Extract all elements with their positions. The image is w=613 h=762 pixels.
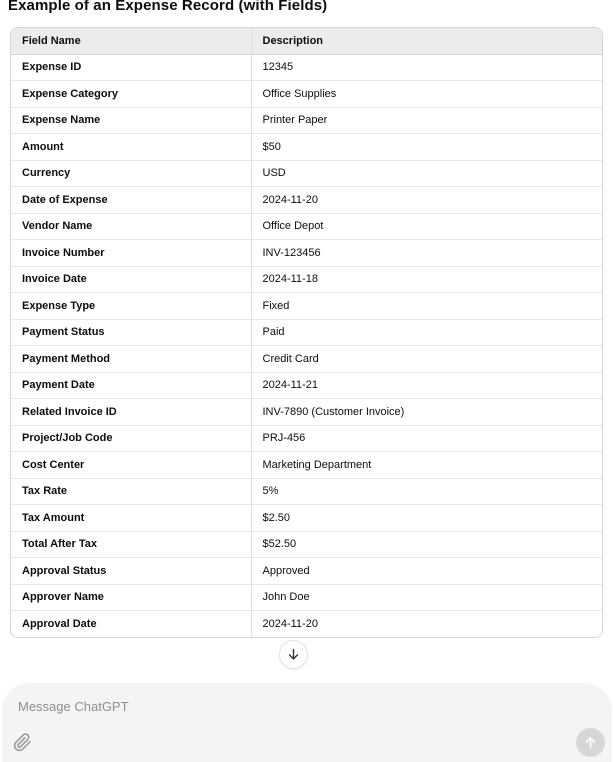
table-row	[11, 213, 602, 240]
field-name-cell: Approver Name	[11, 584, 251, 611]
field-name-cell: Tax Rate	[11, 478, 251, 505]
field-name-cell: Expense Type	[11, 293, 251, 320]
description-cell: Fixed	[251, 293, 602, 320]
field-name-cell: Vendor Name	[11, 213, 251, 240]
field-name-cell: Approval Status	[11, 558, 251, 585]
description-cell: $2.50	[251, 505, 602, 532]
table-row	[11, 293, 602, 320]
send-button[interactable]	[576, 728, 605, 757]
table-row	[11, 372, 602, 399]
table-row	[11, 107, 602, 134]
column-header-field-name: Field Name	[11, 28, 251, 54]
field-name-cell: Total After Tax	[11, 531, 251, 558]
description-cell: USD	[251, 160, 602, 187]
table-row	[11, 584, 602, 611]
description-cell: INV-123456	[251, 240, 602, 267]
scroll-to-bottom-button[interactable]	[279, 640, 308, 669]
table-row	[11, 81, 602, 108]
arrow-up-icon	[583, 735, 598, 750]
table-row	[11, 346, 602, 373]
field-name-cell: Invoice Number	[11, 240, 251, 267]
expense-table-container	[10, 27, 603, 638]
table-row	[11, 611, 602, 638]
expense-table	[11, 28, 602, 637]
attach-button[interactable]	[9, 729, 35, 755]
description-cell: 5%	[251, 478, 602, 505]
field-name-cell: Expense Category	[11, 81, 251, 108]
table-row	[11, 399, 602, 426]
description-cell: 2024-11-21	[251, 372, 602, 399]
table-row	[11, 531, 602, 558]
field-name-cell: Payment Status	[11, 319, 251, 346]
description-cell: PRJ-456	[251, 425, 602, 452]
description-cell: John Doe	[251, 584, 602, 611]
field-name-cell: Payment Method	[11, 346, 251, 373]
expense-table-body	[11, 54, 602, 637]
table-row	[11, 54, 602, 81]
description-cell: INV-7890 (Customer Invoice)	[251, 399, 602, 426]
field-name-cell: Currency	[11, 160, 251, 187]
message-input-placeholder: Message ChatGPT	[18, 699, 129, 714]
field-name-cell: Related Invoice ID	[11, 399, 251, 426]
table-row	[11, 452, 602, 479]
field-name-cell: Payment Date	[11, 372, 251, 399]
description-cell: $50	[251, 134, 602, 161]
description-cell: Office Depot	[251, 213, 602, 240]
table-row	[11, 134, 602, 161]
field-name-cell: Tax Amount	[11, 505, 251, 532]
description-cell: 2024-11-20	[251, 187, 602, 214]
description-cell: Office Supplies	[251, 81, 602, 108]
table-row	[11, 319, 602, 346]
description-cell: 12345	[251, 54, 602, 81]
table-row	[11, 505, 602, 532]
arrow-down-icon	[286, 647, 301, 662]
field-name-cell: Project/Job Code	[11, 425, 251, 452]
table-row	[11, 478, 602, 505]
message-composer[interactable]	[2, 683, 612, 762]
table-row	[11, 160, 602, 187]
field-name-cell: Amount	[11, 134, 251, 161]
description-cell: Printer Paper	[251, 107, 602, 134]
description-cell: $52.50	[251, 531, 602, 558]
table-row	[11, 266, 602, 293]
table-row	[11, 240, 602, 267]
field-name-cell: Invoice Date	[11, 266, 251, 293]
description-cell: 2024-11-20	[251, 611, 602, 638]
description-cell: Credit Card	[251, 346, 602, 373]
table-row	[11, 558, 602, 585]
column-header-description: Description	[251, 28, 602, 54]
description-cell: 2024-11-18	[251, 266, 602, 293]
field-name-cell: Expense ID	[11, 54, 251, 81]
description-cell: Approved	[251, 558, 602, 585]
table-row	[11, 425, 602, 452]
field-name-cell: Cost Center	[11, 452, 251, 479]
paperclip-icon	[13, 733, 32, 752]
description-cell: Marketing Department	[251, 452, 602, 479]
table-row	[11, 187, 602, 214]
field-name-cell: Expense Name	[11, 107, 251, 134]
description-cell: Paid	[251, 319, 602, 346]
table-header-row	[11, 28, 602, 54]
page-title: Example of an Expense Record (with Fields)	[8, 0, 328, 14]
field-name-cell: Date of Expense	[11, 187, 251, 214]
field-name-cell: Approval Date	[11, 611, 251, 638]
